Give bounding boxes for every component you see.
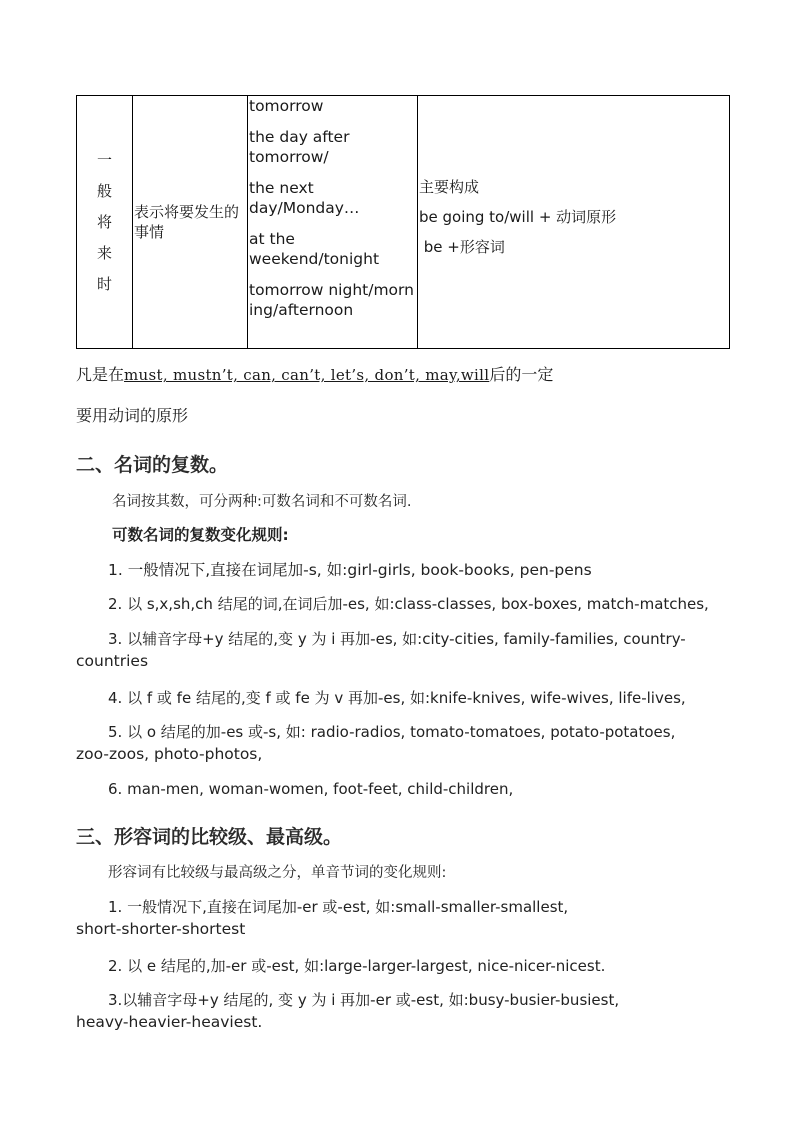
section-intro: 形容词有比较级与最高级之分，单音节词的变化规则: [108, 865, 447, 881]
rule-line: 3. 以辅音字母+y 结尾的,变 y 为 i 再加-es, 如:city-cities, family-families, country- [108, 630, 686, 648]
usage-cell [133, 96, 248, 349]
table-row [77, 96, 730, 349]
rule-line: 4. 以 f 或 fe 结尾的,变 f 或 fe 为 v 再加-es, 如:knife-knives, wife-wives, life-lives, [108, 689, 686, 707]
rule-line: 5. 以 o 结尾的加-es 或-s, 如: radio-radios, tomato-tomatoes, potato-potatoes, [108, 723, 676, 741]
tense-char: 来 [96, 243, 112, 262]
note-suffix: 后的一定 [489, 365, 554, 384]
rule-line: 6. man-men, woman-women, foot-feet, child-children, [108, 780, 514, 798]
rule-line: countries [76, 652, 149, 670]
rule-line: zoo-zoos, photo-photos, [76, 745, 263, 763]
rule-line: 3.以辅音字母+y 结尾的, 变 y 为 i 再加-er 或-est, 如:busy-busier-busiest, [108, 991, 620, 1009]
rule-line: 2. 以 e 结尾的,加-er 或-est, 如:large-larger-largest, nice-nicer-nicest. [108, 957, 606, 975]
future-tense-table [76, 95, 730, 349]
rule-line: 1. 一般情况下,直接在词尾加-s, 如:girl-girls, book-books, pen-pens [108, 561, 592, 579]
structure-line: be going to/will + 动词原形 [419, 208, 617, 226]
rule-line: 1. 一般情况下,直接在词尾加-er 或-est, 如:small-smaller-smallest, [108, 898, 569, 916]
section-intro: 名词按其数，可分两种:可数名词和不可数名词. [112, 494, 412, 510]
tense-name-cell [77, 96, 133, 349]
tense-char: 时 [96, 274, 112, 293]
structure-cell [418, 96, 730, 349]
time-words-cell [248, 96, 418, 349]
time-word: the day after tomorrow/ [249, 128, 350, 166]
tense-char: 一 [96, 150, 112, 169]
modal-note-line2: 要用动词的原形 [76, 406, 189, 425]
tense-char: 般 [96, 181, 112, 200]
time-word: tomorrow [249, 97, 324, 115]
time-word: the next day/Monday… [249, 179, 360, 217]
note-prefix: 凡是在 [76, 365, 125, 384]
time-word: tomorrow night/morning/afternoon [249, 281, 414, 319]
usage-text: 表示将要发生的事情 [134, 203, 240, 241]
tense-char: 将 [96, 212, 112, 231]
rules-title: 可数名词的复数变化规则: [112, 526, 289, 544]
time-word: at the weekend/tonight [249, 230, 380, 268]
structure-title: 主要构成 [419, 178, 480, 196]
rule-line: 2. 以 s,x,sh,ch 结尾的词,在词后加-es, 如:class-classes, box-boxes, match-matches, [108, 595, 709, 613]
rule-line: heavy-heavier-heaviest. [76, 1013, 263, 1031]
modal-note [76, 362, 553, 385]
rule-line: short-shorter-shortest [76, 920, 246, 938]
modal-words: must, mustn’t, can, can’t, let’s, don’t, may,will [124, 366, 490, 384]
section-heading: 三、形容词的比较级、最高级。 [76, 826, 343, 848]
structure-line: be +形容词 [419, 238, 505, 256]
section-heading: 二、名词的复数。 [76, 454, 229, 476]
